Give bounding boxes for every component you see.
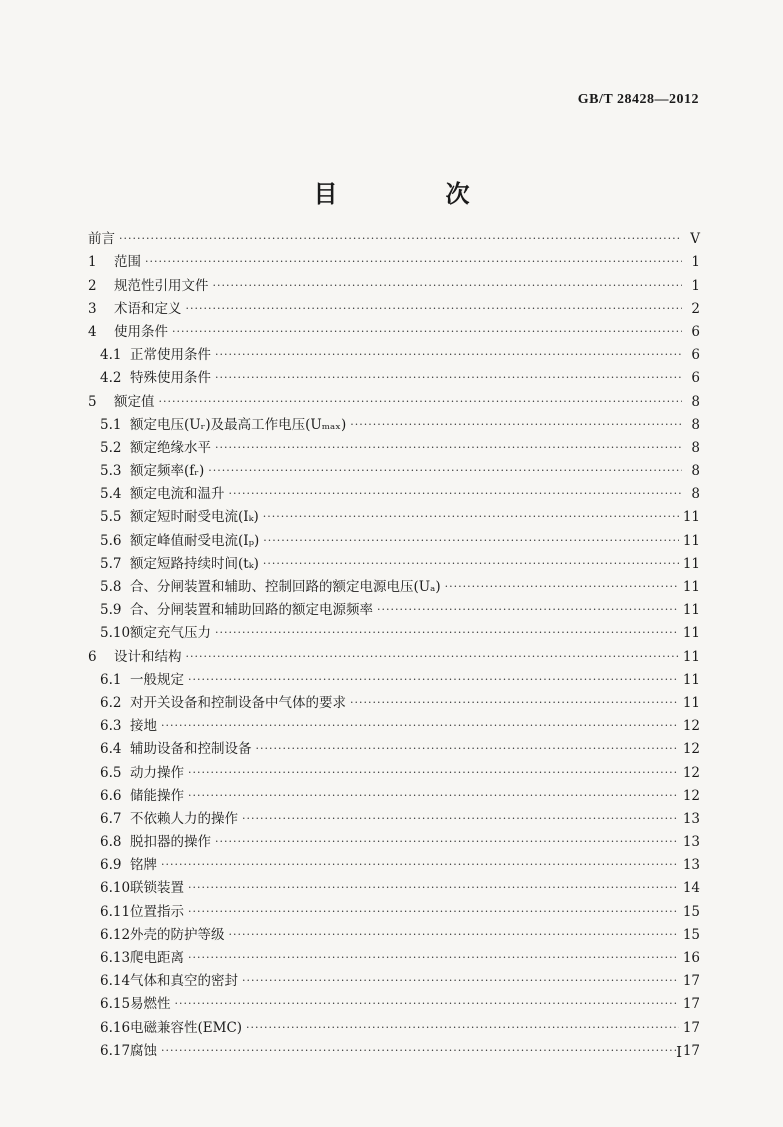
toc-entry-number: 5.2 [100, 439, 122, 456]
toc-entry-number: 5.6 [100, 532, 122, 549]
toc-entry[interactable] [88, 665, 700, 688]
toc-entry-number: 5.5 [100, 509, 122, 526]
toc-leader-dots [445, 581, 679, 592]
toc-entry-label: 额定短时耐受电流(Iₖ) [130, 509, 259, 526]
toc-entry-page: 12 [682, 718, 700, 735]
toc-entry-page: 11 [682, 555, 700, 572]
toc-entry-label: 接地 [130, 718, 157, 735]
toc-entry-label: 一般规定 [130, 671, 184, 688]
toc-entry-number: 6.17 [100, 1042, 131, 1059]
toc-leader-dots [246, 1022, 679, 1033]
toc-entry-label: 位置指示 [130, 903, 184, 920]
toc-entry-number: 6.10 [100, 880, 131, 897]
toc-leader-dots [256, 743, 679, 754]
toc-entry-label: 额定短路持续时间(tₖ) [130, 555, 259, 572]
toc-entry[interactable] [88, 989, 700, 1012]
toc-entry-number: 6.2 [100, 694, 122, 711]
toc-entry-label: 特殊使用条件 [130, 370, 211, 387]
toc-entry[interactable] [88, 340, 700, 363]
toc-entry-page: 2 [691, 300, 700, 317]
toc-entry-number: 1 [88, 254, 97, 271]
toc-entry-label: 额定电压(Uᵣ)及最高工作电压(Uₘₐₓ) [130, 416, 347, 433]
toc-entry-page: 15 [682, 903, 700, 920]
toc-entry-page: 8 [691, 463, 700, 480]
toc-entry-label: 动力操作 [130, 764, 184, 781]
toc-entry[interactable] [88, 920, 700, 943]
toc-leader-dots [188, 952, 679, 963]
toc-entry[interactable] [88, 850, 700, 873]
toc-entry-page: V [690, 231, 700, 248]
toc-entry-label: 前言 [88, 231, 115, 248]
toc-entry-number: 6.7 [100, 810, 122, 827]
toc-entry-page: 13 [682, 834, 700, 851]
toc-entry-label: 额定频率(fᵣ) [130, 463, 205, 480]
toc-leader-dots [119, 233, 682, 244]
toc-leader-dots [215, 442, 682, 453]
toc-leader-dots [188, 674, 679, 685]
toc-entry[interactable] [88, 410, 700, 433]
toc-entry[interactable] [88, 827, 700, 850]
toc-entry-label: 规范性引用文件 [114, 277, 209, 294]
toc-entry-label: 合、分闸装置和辅助、控制回路的额定电源电压(Uₐ) [130, 579, 441, 595]
toc-entry[interactable] [88, 688, 700, 711]
toc-entry-label: 额定绝缘水平 [130, 439, 211, 456]
toc-entry[interactable] [88, 317, 700, 340]
toc-leader-dots [229, 929, 679, 940]
toc-entry-number: 6.13 [100, 950, 131, 966]
toc-entry[interactable] [88, 618, 700, 641]
toc-entry-number: 3 [88, 300, 97, 317]
toc-entry[interactable] [88, 1036, 700, 1059]
toc-entry-page: 8 [691, 439, 700, 456]
toc-leader-dots [186, 303, 683, 314]
toc-entry-label: 额定电流和温升 [130, 486, 225, 503]
toc-entry-label: 脱扣器的操作 [130, 834, 211, 851]
toc-entry-label: 额定峰值耐受电流(Iₚ) [130, 532, 260, 549]
toc-leader-dots [159, 396, 683, 407]
toc-entry[interactable] [88, 757, 700, 780]
toc-entry-label: 辅助设备和控制设备 [130, 741, 252, 758]
toc-entry-number: 6.6 [100, 787, 122, 804]
toc-entry[interactable] [88, 896, 700, 919]
toc-entry-page: 11 [682, 532, 700, 549]
toc-entry-number: 6.5 [100, 764, 122, 781]
toc-leader-dots [175, 998, 679, 1009]
toc-entry[interactable] [88, 595, 700, 618]
toc-leader-dots [263, 511, 679, 522]
toc-entry-label: 正常使用条件 [130, 347, 211, 364]
toc-entry-number: 5.3 [100, 463, 122, 480]
toc-entry-page: 6 [691, 347, 700, 364]
toc-leader-dots [188, 767, 679, 778]
toc-leader-dots [186, 651, 679, 662]
toc-entry[interactable] [88, 433, 700, 456]
toc-entry-number: 6.11 [100, 903, 131, 920]
toc-entry-number: 6 [88, 648, 97, 665]
table-of-contents [88, 224, 700, 1059]
toc-entry-page: 6 [691, 370, 700, 387]
toc-entry-page: 6 [691, 323, 700, 340]
toc-entry-page: 11 [682, 625, 700, 642]
toc-entry[interactable] [88, 734, 700, 757]
page-title: 目 次 [313, 179, 512, 209]
toc-entry-page: 1 [691, 277, 700, 294]
toc-leader-dots [350, 419, 682, 430]
toc-entry-page: 8 [691, 393, 700, 410]
toc-entry[interactable] [88, 502, 700, 525]
toc-entry-page: 16 [682, 950, 700, 966]
toc-leader-dots [242, 813, 679, 824]
toc-entry[interactable] [88, 804, 700, 827]
toc-entry-label: 不依赖人力的操作 [130, 810, 238, 827]
toc-entry-number: 2 [88, 277, 97, 294]
toc-entry[interactable] [88, 1012, 700, 1035]
toc-entry-number: 5.7 [100, 555, 122, 572]
toc-entry-label: 腐蚀 [130, 1042, 157, 1059]
toc-entry-label: 爬电距离 [130, 950, 184, 966]
toc-entry-page: 12 [682, 787, 700, 804]
toc-entry-number: 5.1 [100, 416, 122, 433]
toc-entry[interactable] [88, 572, 700, 595]
toc-leader-dots [215, 349, 682, 360]
toc-entry[interactable] [88, 873, 700, 896]
toc-entry-page: 8 [691, 416, 700, 433]
toc-entry-number: 6.4 [100, 741, 122, 758]
toc-entry-page: 17 [682, 1042, 700, 1059]
toc-entry-label: 铭牌 [130, 857, 157, 874]
toc-leader-dots [242, 975, 679, 986]
toc-entry-page: 11 [682, 509, 700, 526]
toc-entry-number: 5.4 [100, 486, 122, 503]
toc-entry[interactable] [88, 943, 700, 966]
toc-entry-page: 13 [682, 857, 700, 874]
toc-entry[interactable] [88, 247, 700, 270]
toc-entry[interactable] [88, 294, 700, 317]
toc-entry-label: 额定值 [114, 393, 155, 410]
toc-leader-dots [350, 697, 679, 708]
toc-entry-page: 12 [682, 741, 700, 758]
toc-entry-label: 术语和定义 [114, 300, 182, 317]
toc-entry-number: 6.12 [100, 926, 131, 943]
toc-entry-page: 17 [682, 996, 700, 1013]
toc-entry[interactable] [88, 479, 700, 502]
toc-entry-number: 5.8 [100, 579, 122, 595]
toc-leader-dots [188, 882, 679, 893]
toc-entry[interactable] [88, 386, 700, 409]
toc-entry[interactable] [88, 456, 700, 479]
toc-entry-page: 11 [682, 694, 700, 711]
toc-leader-dots [188, 906, 679, 917]
toc-entry-page: 12 [682, 764, 700, 781]
toc-leader-dots [188, 790, 679, 801]
toc-leader-dots [145, 256, 682, 267]
toc-leader-dots [161, 1045, 679, 1056]
toc-entry-number: 4.1 [100, 347, 122, 364]
toc-leader-dots [172, 326, 682, 337]
toc-entry-number: 6.3 [100, 718, 122, 735]
toc-entry-label: 电磁兼容性(EMC) [130, 1019, 243, 1036]
toc-entry-page: 11 [682, 579, 700, 595]
toc-entry-label: 外壳的防护等级 [130, 926, 225, 943]
toc-entry-number: 6.15 [100, 996, 131, 1013]
toc-entry[interactable] [88, 363, 700, 386]
toc-entry-page: 11 [682, 602, 700, 619]
toc-entry-label: 合、分闸装置和辅助回路的额定电源频率 [130, 602, 373, 619]
toc-entry-label: 对开关设备和控制设备中气体的要求 [130, 694, 346, 711]
toc-leader-dots [263, 558, 679, 569]
toc-entry-number: 6.8 [100, 834, 122, 851]
toc-entry[interactable] [88, 966, 700, 989]
toc-entry-label: 易燃性 [130, 996, 171, 1013]
toc-entry-number: 5 [88, 393, 97, 410]
standard-code: GB/T 28428—2012 [577, 92, 699, 107]
toc-entry-number: 6.14 [100, 973, 131, 990]
toc-entry-number: 5.9 [100, 602, 122, 619]
toc-entry-label: 额定充气压力 [130, 625, 211, 642]
toc-entry-number: 4.2 [100, 370, 122, 387]
toc-entry-label: 气体和真空的密封 [130, 973, 238, 990]
toc-entry-label: 储能操作 [130, 787, 184, 804]
toc-entry-number: 4 [88, 323, 97, 340]
toc-entry-label: 范围 [114, 254, 141, 271]
toc-entry-label: 使用条件 [114, 323, 168, 340]
toc-entry[interactable] [88, 781, 700, 804]
toc-leader-dots [213, 280, 683, 291]
toc-leader-dots [161, 720, 679, 731]
toc-entry-page: 17 [682, 973, 700, 990]
toc-entry[interactable] [88, 270, 700, 293]
toc-leader-dots [215, 836, 679, 847]
toc-leader-dots [215, 372, 682, 383]
toc-entry[interactable] [88, 224, 700, 247]
toc-entry-number: 6.1 [100, 671, 122, 688]
toc-entry-number: 6.9 [100, 857, 122, 874]
toc-leader-dots [161, 859, 679, 870]
toc-entry-page: 15 [682, 926, 700, 943]
toc-entry-number: 6.16 [100, 1019, 131, 1036]
toc-entry-label: 联锁装置 [130, 880, 184, 897]
toc-entry[interactable] [88, 549, 700, 572]
toc-leader-dots [229, 488, 683, 499]
toc-leader-dots [215, 627, 679, 638]
toc-leader-dots [208, 465, 682, 476]
toc-entry-page: 11 [682, 671, 700, 688]
toc-entry-number: 5.10 [100, 625, 131, 642]
toc-entry[interactable] [88, 711, 700, 734]
toc-entry-label: 设计和结构 [114, 648, 182, 665]
toc-entry[interactable] [88, 525, 700, 548]
toc-entry[interactable] [88, 641, 700, 664]
toc-leader-dots [377, 604, 679, 615]
page-number: I [676, 1043, 682, 1061]
toc-entry-page: 14 [682, 880, 700, 897]
toc-entry-page: 13 [682, 810, 700, 827]
toc-entry-page: 17 [682, 1019, 700, 1036]
toc-leader-dots [263, 535, 679, 546]
toc-entry-page: 1 [691, 254, 700, 271]
toc-entry-page: 11 [682, 648, 700, 665]
toc-entry-page: 8 [691, 486, 700, 503]
